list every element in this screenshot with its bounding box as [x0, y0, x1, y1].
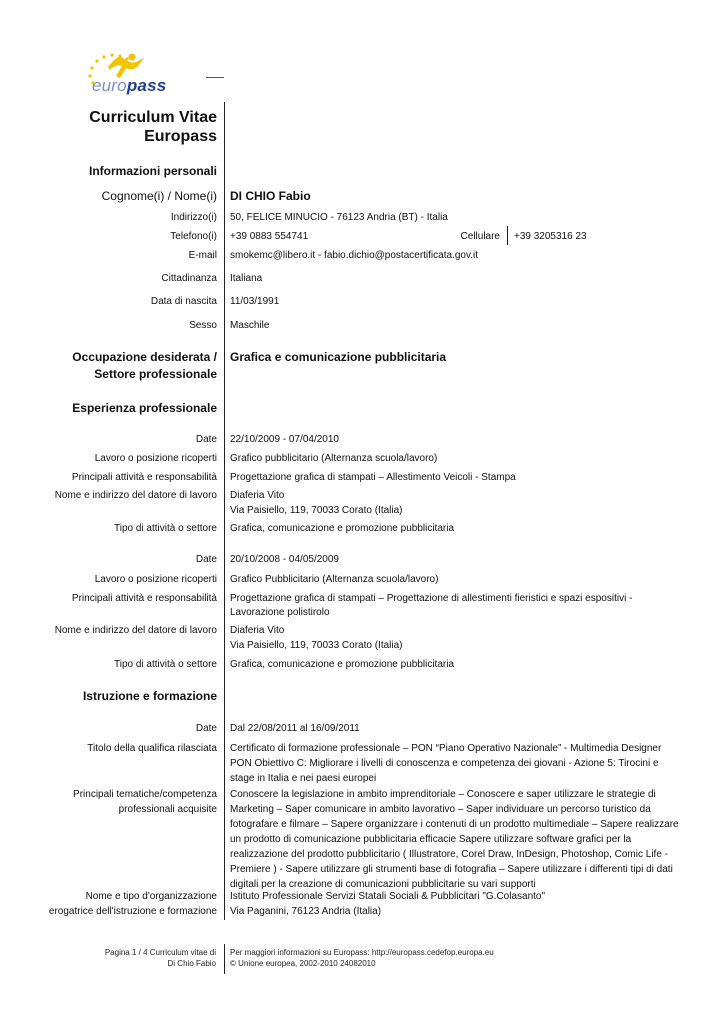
mobile-label: Cellulare	[460, 231, 500, 242]
desired-occupation-value: Grafica e comunicazione pubblicitaria	[230, 350, 447, 364]
desired-occupation-label-line2: Settore professionale	[94, 367, 217, 381]
experience-1-position: Grafico pubblicitario (Alternanza scuola/lavoro)	[230, 453, 438, 464]
footer-page-info-line2: Di Chio Fabio	[167, 959, 216, 968]
organization-name: Istituto Professionale Servizi Statali Sociali & Pubblicitari "G.Colasanto"	[230, 891, 546, 902]
organization-label-line1: Nome e tipo d'organizzazione	[85, 891, 217, 902]
desired-occupation-label-line1: Occupazione desiderata /	[72, 350, 217, 364]
experience-2-sector-label: Tipo di attività o settore	[113, 659, 217, 670]
experience-1-employer-address: Via Paisiello, 119, 70033 Corato (Italia)	[230, 505, 403, 516]
experience-1-activities: Progettazione grafica di stampati – Allestimento Veicoli - Stampa	[230, 472, 516, 483]
topics-line2: Marketing – Saper comunicare in ambito lavorativo – Saper individuare un percorso turistico da	[230, 804, 651, 815]
experience-1-sector: Grafica, comunicazione e promozione pubblicitaria	[230, 523, 455, 534]
sex-value: Maschile	[230, 320, 270, 331]
experience-1-activities-label: Principali attività e responsabilità	[71, 472, 217, 483]
section-personal-info: Informazioni personali	[88, 164, 217, 178]
cv-title-line2: Europass	[144, 128, 217, 145]
organization-label-line2: erogatrice dell'istruzione e formazione	[48, 906, 217, 917]
cv-title-line1: Curriculum Vitae	[89, 109, 217, 126]
citizenship-label: Cittadinanza	[161, 273, 217, 284]
section-experience: Esperienza professionale	[72, 401, 217, 415]
experience-2-sector: Grafica, comunicazione e promozione pubblicitaria	[230, 659, 455, 670]
europass-logo	[80, 50, 180, 100]
topics-label-line1: Principali tematiche/competenza	[73, 789, 217, 800]
experience-2-date: 20/10/2008 - 04/05/2009	[230, 554, 339, 565]
experience-1-employer-label: Nome e indirizzo del datore di lavoro	[54, 490, 217, 501]
experience-2-employer-name: Diaferia Vito	[230, 625, 285, 636]
topics-line1: Conoscere la legislazione in ambito imprenditoriale – Conoscere e saper utilizzare le strategie di	[230, 789, 656, 800]
name-label: Cognome(i) / Nome(i)	[101, 189, 217, 203]
topics-line6: Premiere ) - Sapere utilizzare gli strumenti base di fotografia – Sapere utilizzare i differenti tipi di dati	[230, 864, 673, 875]
experience-1-date: 22/10/2009 - 07/04/2010	[230, 434, 339, 445]
experience-2-employer-address: Via Paisiello, 119, 70033 Corato (Italia)	[230, 640, 403, 651]
experience-2-activities-line2: Lavorazione polistirolo	[230, 607, 330, 618]
experience-1-employer-name: Diaferia Vito	[230, 490, 285, 501]
footer-copyright: © Unione europea, 2002-2010 24082010	[230, 959, 376, 968]
experience-2-position: Grafico Pubblicitario (Alternanza scuola/lavoro)	[230, 574, 439, 585]
experience-2-employer-label: Nome e indirizzo del datore di lavoro	[54, 625, 217, 636]
sex-label: Sesso	[189, 320, 217, 331]
topics-line3: fotografare e filmare – Sapere organizzare i contenuti di un prodotto multimediale – Sapere realizzare	[230, 819, 679, 830]
experience-1-sector-label: Tipo di attività o settore	[113, 523, 217, 534]
header-dash	[206, 77, 224, 78]
topics-line5: realizzazione del prodotto pubblicitario ( Illustratore, Corel Draw, InDesign, Photoshop, Comic Life -	[230, 849, 668, 860]
qualification-label: Titolo della qualifica rilasciata	[87, 743, 217, 754]
europass-wordmark: europass	[92, 76, 167, 95]
qualification-line3: stage in Italia e nei paesi europei	[230, 773, 377, 784]
mobile-value: +39 3205316 23	[514, 231, 587, 242]
birthdate-value: 11/03/1991	[230, 296, 280, 307]
experience-2-position-label: Lavoro o posizione ricoperti	[94, 574, 217, 585]
mobile-divider	[507, 226, 508, 245]
section-education: Istruzione e formazione	[82, 689, 217, 703]
footer-divider	[224, 944, 225, 974]
footer-info-link[interactable]: Per maggiori informazioni su Europass: http://europass.cedefop.europa.eu	[230, 948, 494, 957]
phone-label: Telefono(i)	[170, 231, 217, 242]
footer-page-info-line1: Pagina 1 / 4 Curriculum vitae di	[104, 948, 216, 957]
experience-1-position-label: Lavoro o posizione ricoperti	[94, 453, 217, 464]
topics-label-line2: professionali acquisite	[118, 804, 217, 815]
email-label: E-mail	[188, 250, 217, 261]
email-value[interactable]: smokemc@libero.it - fabio.dichio@postacertificata.gov.it	[230, 250, 478, 261]
citizenship-value: Italiana	[230, 273, 263, 284]
experience-2-activities-line1: Progettazione grafica di stampati – Progettazione di allestimenti fieristici e spazi espositivi -	[230, 593, 633, 604]
topics-line4: un prodotto di comunicazione pubblicitaria efficacie Sapere utilizzare software grafici per la	[230, 834, 632, 845]
column-divider	[224, 102, 225, 920]
address-label: Indirizzo(i)	[170, 212, 217, 223]
education-date: Dal 22/08/2011 al 16/09/2011	[230, 723, 360, 734]
qualification-line1: Certificato di formazione professionale – PON “Piano Operativo Nazionale” - Multimedia Designer	[230, 743, 662, 754]
experience-2-date-label: Date	[195, 554, 217, 565]
name-value: DI CHIO Fabio	[230, 189, 311, 203]
organization-address: Via Paganini, 76123 Andria (Italia)	[230, 906, 382, 917]
experience-1-date-label: Date	[195, 434, 217, 445]
birthdate-label: Data di nascita	[150, 296, 217, 307]
experience-2-activities-label: Principali attività e responsabilità	[71, 593, 217, 604]
topics-line7: digitali per la creazione di comunicazioni pubblicitarie su vari supporti	[230, 879, 536, 890]
address-value: 50, FELICE MINUCIO - 76123 Andria (BT) - Italia	[230, 212, 448, 223]
phone-value: +39 0883 554741	[230, 231, 309, 242]
education-date-label: Date	[195, 723, 217, 734]
qualification-line2: PON Obiettivo C: Migliorare i livelli di conoscenza e competenza dei giovani - Azione 5: Tirocini e	[230, 758, 659, 769]
